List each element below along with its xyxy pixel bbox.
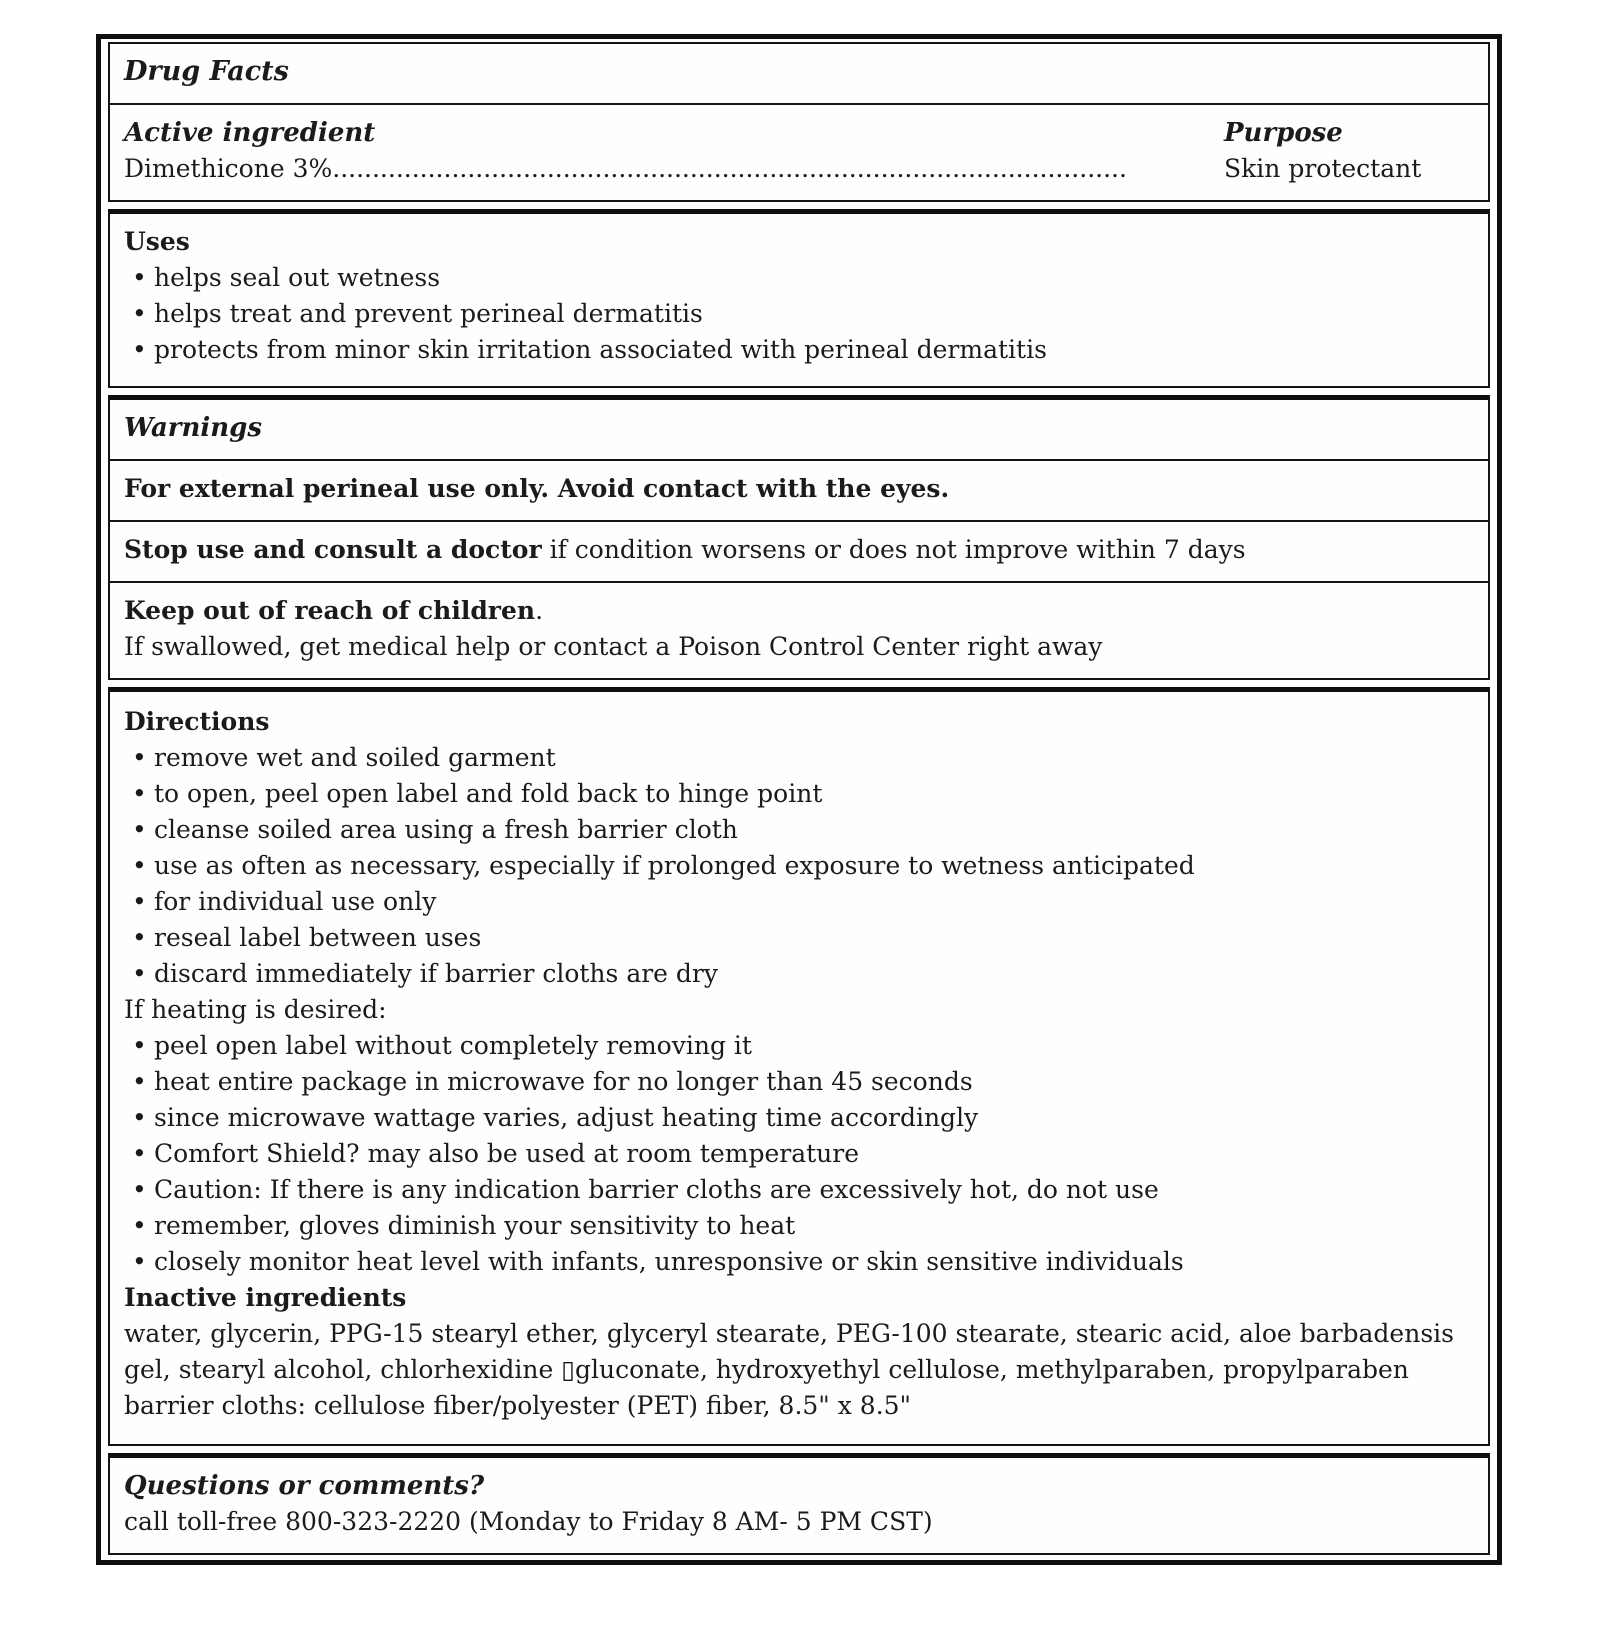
uses-list-item: • helps treat and prevent perineal dermatitis xyxy=(124,296,1474,332)
directions-list-item: • to open, peel open label and fold back to hinge point xyxy=(124,776,1474,812)
group-header-active xyxy=(108,42,1490,202)
warnings-heading: Warnings xyxy=(124,413,262,443)
uses-heading: Uses xyxy=(124,227,190,256)
uses-list-item: • protects from minor skin irritation associated with perineal dermatitis xyxy=(124,332,1474,368)
group-uses xyxy=(108,209,1490,388)
heating-list-item: • closely monitor heat level with infants, unresponsive or skin sensitive individuals xyxy=(124,1244,1474,1280)
warnings-heading-row xyxy=(110,400,1488,459)
group-warnings xyxy=(108,395,1490,680)
leader-dots: .................................................................................................... xyxy=(332,154,1127,183)
uses-list xyxy=(124,260,1474,368)
directions-list-item: • remove wet and soiled garment xyxy=(124,740,1474,776)
heating-list-item: • heat entire package in microwave for no longer than 45 seconds xyxy=(124,1064,1474,1100)
heating-list-item: • peel open label without completely removing it xyxy=(124,1028,1474,1064)
purpose-heading: Purpose xyxy=(1224,118,1343,148)
heating-intro: If heating is desired: xyxy=(124,995,387,1024)
active-ingredient-row xyxy=(110,103,1488,200)
keep-out-suffix: . xyxy=(535,596,544,625)
stop-use-rest: if condition worsens or does not improve within 7 days xyxy=(541,535,1246,564)
drug-facts-title: Drug Facts xyxy=(124,56,289,87)
stop-use-row xyxy=(110,520,1488,581)
keep-out-line1 xyxy=(124,593,1474,629)
drug-facts-label xyxy=(96,34,1502,1565)
heating-list-item: • Caution: If there is any indication barrier cloths are excessively hot, do not use xyxy=(124,1172,1474,1208)
directions-list-item: • use as often as necessary, especially if prolonged exposure to wetness anticipated xyxy=(124,848,1474,884)
uses-list-item: • helps seal out wetness xyxy=(124,260,1474,296)
group-directions xyxy=(108,687,1490,1446)
inactive-ingredients-heading: Inactive ingredients xyxy=(124,1283,407,1312)
heating-list-item: • Comfort Shield? may also be used at room temperature xyxy=(124,1136,1474,1172)
keep-out-row xyxy=(110,581,1488,678)
heating-list-item: • remember, gloves diminish your sensitivity to heat xyxy=(124,1208,1474,1244)
directions-list-item: • reseal label between uses xyxy=(124,920,1474,956)
directions-list xyxy=(124,740,1474,992)
keep-out-bold: Keep out of reach of children xyxy=(124,596,536,625)
directions-heading: Directions xyxy=(124,707,270,736)
keep-out-line2: If swallowed, get medical help or contact a Poison Control Center right away xyxy=(124,632,1103,661)
directions-list-item: • for individual use only xyxy=(124,884,1474,920)
active-ingredient-cell xyxy=(124,115,1224,187)
heating-list-item: • since microwave wattage varies, adjust heating time accordingly xyxy=(124,1100,1474,1136)
inactive-ingredients-text: water, glycerin, PPG-15 stearyl ether, glyceryl stearate, PEG-100 stearate, stearic acid, aloe barbadensis gel, stearyl alcohol, chlorhexidine ▯gluconate, hydroxyethyl cellulose, methylparaben, propylparaben barrier cloths: cellulose fiber/polyester (PET) fiber, 8.5" x 8.5" xyxy=(124,1319,1454,1420)
external-use-text: For external perineal use only. Avoid contact with the eyes. xyxy=(124,474,950,503)
uses-row xyxy=(110,214,1488,386)
purpose-cell xyxy=(1224,115,1474,187)
drug-facts-title-row xyxy=(110,44,1488,103)
active-ingredient-value: Dimethicone 3% xyxy=(124,154,333,183)
directions-list-item: • discard immediately if barrier cloths are dry xyxy=(124,956,1474,992)
active-ingredient-heading: Active ingredient xyxy=(124,118,376,148)
stop-use-bold: Stop use and consult a doctor xyxy=(124,535,542,564)
questions-row xyxy=(110,1458,1488,1553)
group-questions xyxy=(108,1453,1490,1555)
purpose-value: Skin protectant xyxy=(1224,154,1422,183)
active-ingredient-value-line xyxy=(124,151,1224,187)
directions-list-item: • cleanse soiled area using a fresh barrier cloth xyxy=(124,812,1474,848)
questions-heading: Questions or comments? xyxy=(124,1471,485,1501)
heating-list xyxy=(124,1028,1474,1280)
external-use-row xyxy=(110,459,1488,520)
questions-text: call toll-free 800-323-2220 (Monday to Friday 8 AM- 5 PM CST) xyxy=(124,1507,933,1536)
directions-row xyxy=(110,692,1488,1444)
